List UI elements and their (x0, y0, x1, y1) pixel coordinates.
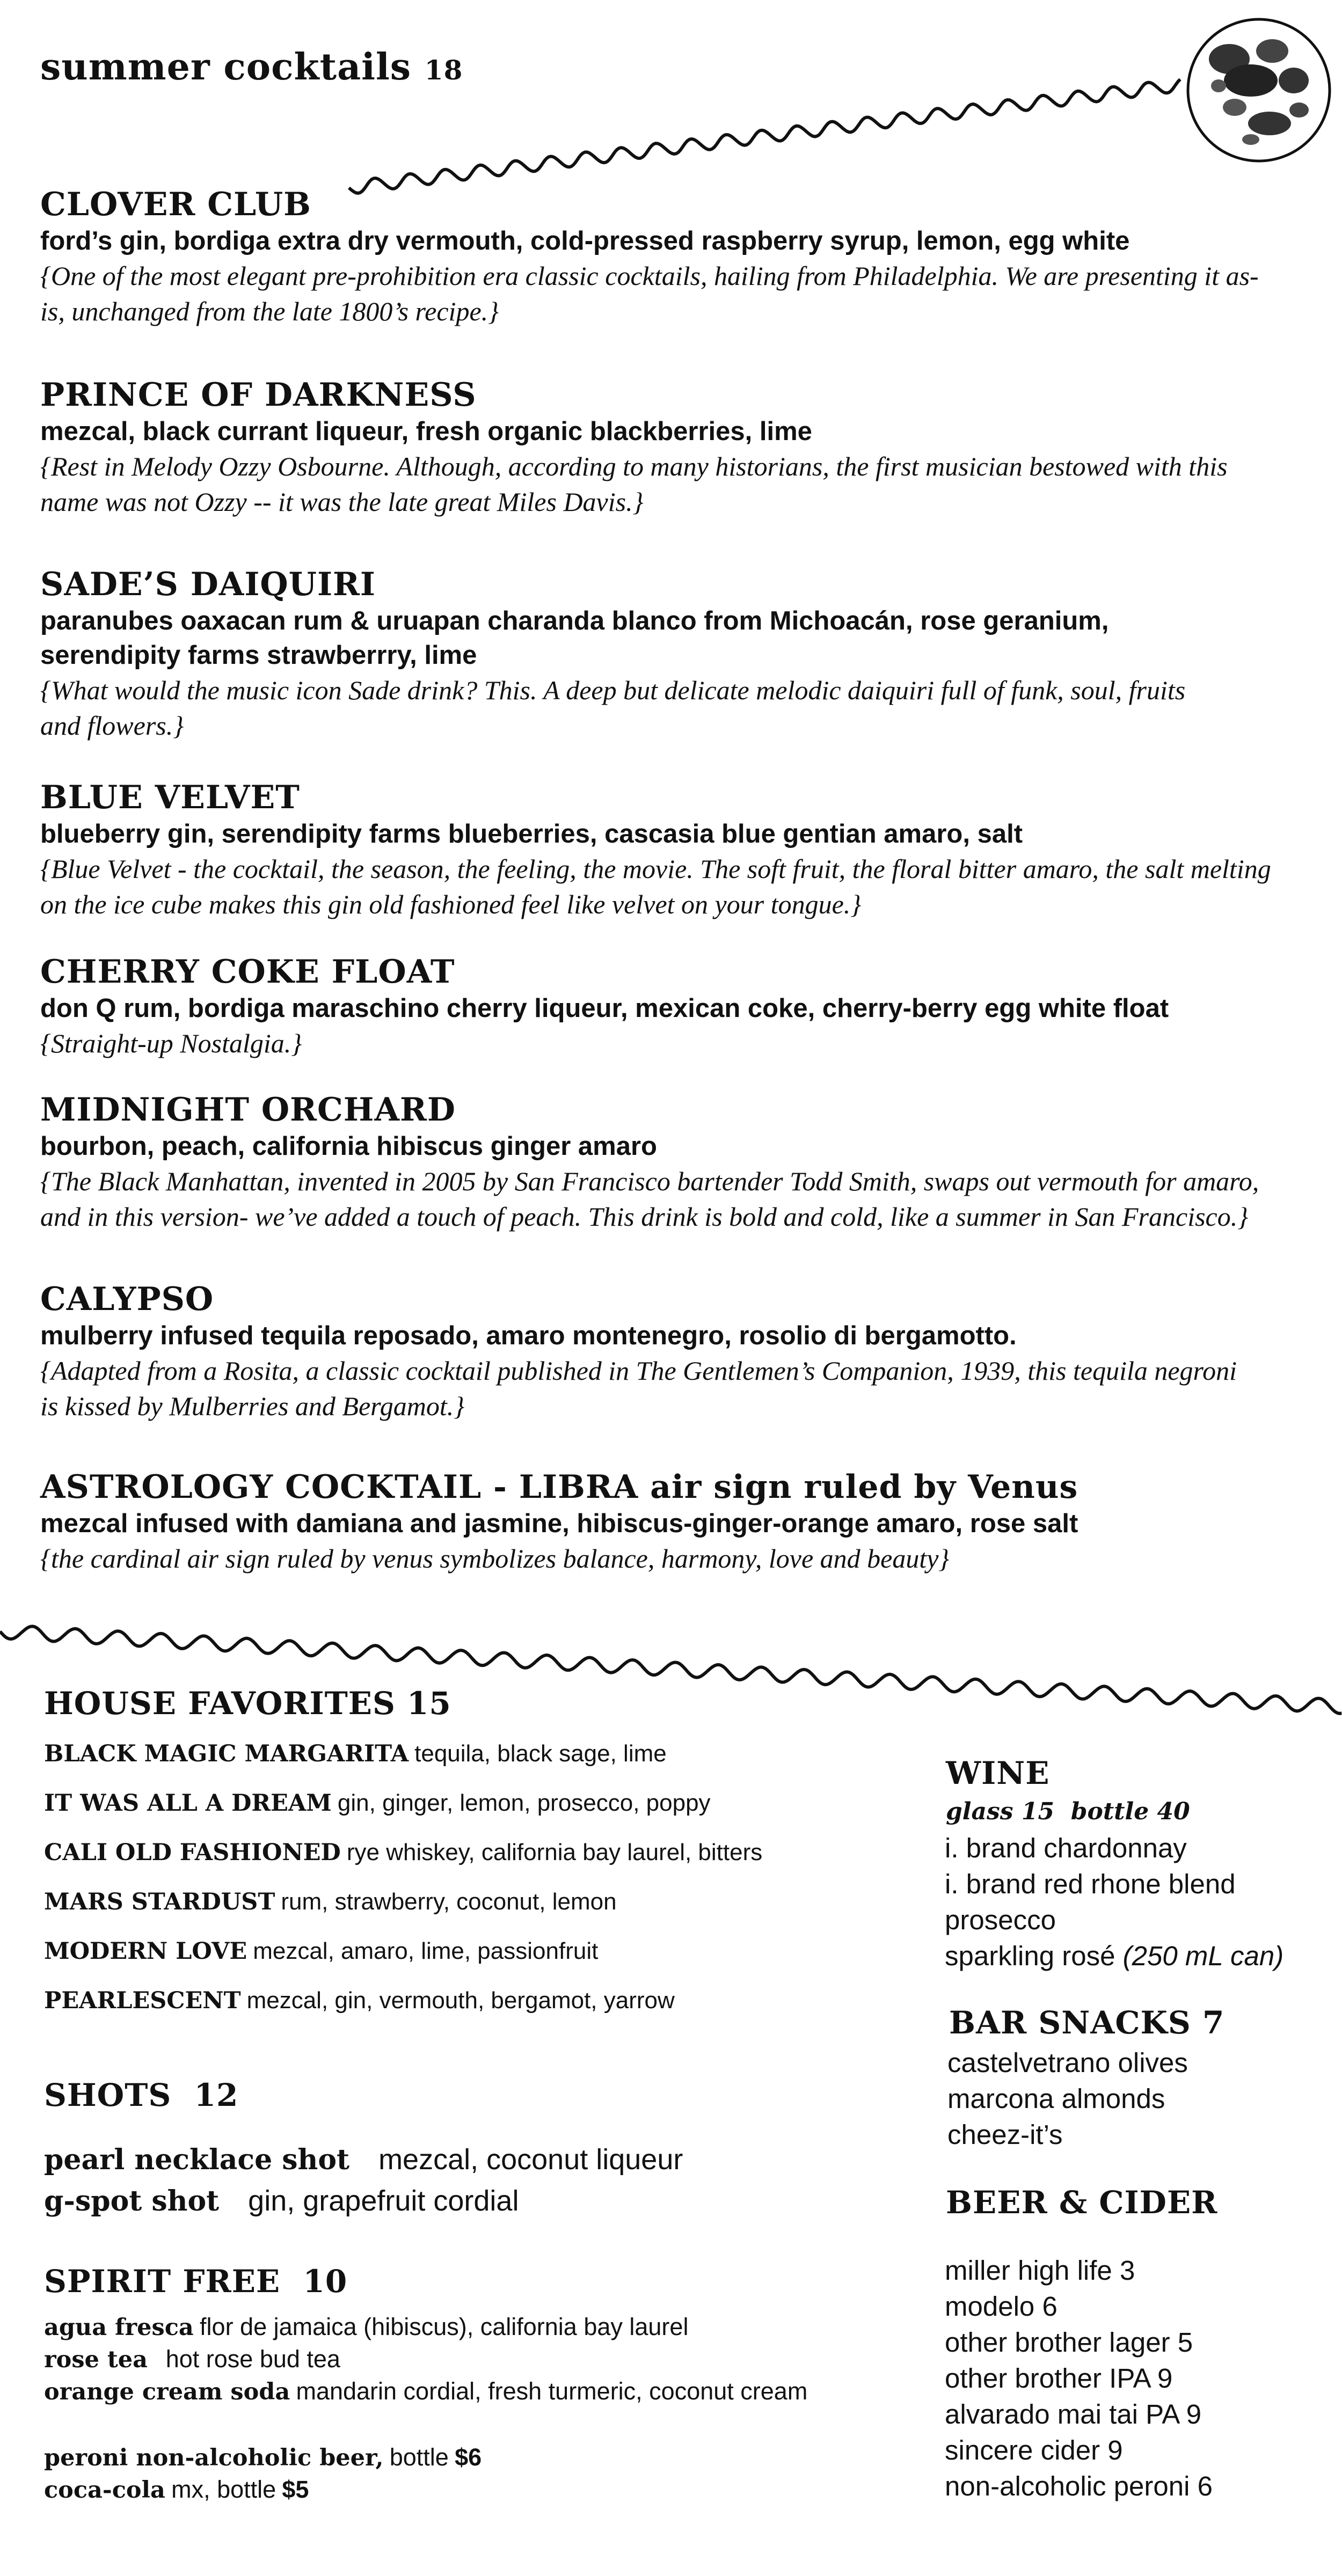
cocktail-name: MIDNIGHT ORCHARD (40, 1091, 456, 1129)
wine-title: WINE (946, 1755, 1050, 1791)
cocktail-description: {What would the music icon Sade drink? This. A deep but delicate melodic daiquiri full of funk, soul, fruits and flowers.} (40, 675, 1186, 741)
item-desc: hot rose bud tea (165, 2345, 340, 2373)
item-note: (250 mL can) (1122, 1941, 1284, 1971)
cocktail-astrology-libra (40, 1468, 1275, 1576)
cocktail-ingredients: mulberry infused tequila reposado, amaro montenegro, rosolio di bergamotto. (40, 1321, 1017, 1350)
menu-title-text: summer cocktails (40, 46, 412, 89)
cocktail-name: SADE’S DAIQUIRI (40, 566, 376, 603)
list-item: non-alcoholic peroni 6 (945, 2471, 1213, 2501)
shots-title: SHOTS 12 (44, 2077, 239, 2113)
cocktail-name: BLUE VELVET (40, 779, 300, 816)
cocktail-name: CLOVER CLUB (40, 186, 311, 223)
list-item: i. brand chardonnay (945, 1833, 1187, 1863)
cocktail-clover-club (40, 185, 1275, 329)
item-desc: flor de jamaica (hibiscus), california bay laurel (200, 2313, 689, 2340)
item-name: orange cream soda (44, 2379, 290, 2405)
spirit-free-title: SPIRIT FREE 10 (44, 2263, 348, 2300)
menu-title (40, 46, 463, 89)
item-desc: mandarin cordial, fresh turmeric, coconut cream (296, 2377, 808, 2405)
list-item (44, 1789, 711, 1817)
item-name: sparkling rosé (945, 1941, 1115, 1971)
beer-cider-title: BEER & CIDER (946, 2184, 1218, 2221)
moon-icon (1188, 19, 1330, 161)
bar-snacks-list (947, 2045, 1188, 2153)
list-item (44, 2476, 309, 2504)
cocktail-description: {Straight-up Nostalgia.} (40, 1028, 302, 1058)
list-item: castelvetrano olives (947, 2047, 1188, 2078)
wine-list (945, 1830, 1283, 1974)
item-desc: mezcal, amaro, lime, passionfruit (253, 1938, 599, 1964)
cocktail-description: {Rest in Melody Ozzy Osbourne. Although, according to many historians, the first musician bestowed with this name was not Ozzy -- it was the late great Miles Davis.} (40, 451, 1228, 517)
list-item (44, 1888, 617, 1915)
cocktail-sades-daiquiri (40, 565, 1194, 743)
list-item (44, 1987, 675, 2014)
item-name: rose tea (44, 2346, 148, 2373)
cocktail-ingredients: paranubes oaxacan rum & uruapan charanda blanco from Michoacán, rose geranium, serendipity farms strawberrry, lime (40, 606, 1109, 670)
item-desc: mezcal, gin, vermouth, bergamot, yarrow (246, 1987, 675, 2014)
cocktail-ingredients: mezcal, black currant liqueur, fresh organic blackberries, lime (40, 417, 812, 446)
item-price: $6 (455, 2443, 482, 2471)
item-desc: rye whiskey, california bay laurel, bitters (346, 1839, 763, 1865)
cocktail-ingredients: mezcal infused with damiana and jasmine, hibiscus-ginger-orange amaro, rose salt (40, 1509, 1078, 1538)
list-item (44, 2345, 340, 2373)
list-item: cheez-it’s (947, 2119, 1063, 2150)
cocktail-description: {Adapted from a Rosita, a classic cocktail published in The Gentlemen’s Companion, 1939, this tequila negroni is kissed by Mulberries and Bergamot.} (40, 1356, 1237, 1421)
cocktail-blue-velvet (40, 778, 1275, 922)
list-item: i. brand red rhone blend (945, 1869, 1236, 1899)
list-item: sincere cider 9 (945, 2435, 1123, 2465)
item-desc: bottle (389, 2443, 449, 2471)
cocktail-cherry-coke-float (40, 953, 1275, 1061)
item-name: CALI OLD FASHIONED (44, 1839, 341, 1866)
cocktail-prince-of-darkness (40, 376, 1275, 519)
list-item (44, 2377, 807, 2405)
list-item (44, 2184, 519, 2218)
item-name: g-spot shot (44, 2185, 220, 2218)
list-item: alvarado mai tai PA 9 (945, 2399, 1202, 2429)
item-desc: tequila, black sage, lime (414, 1740, 667, 1767)
cocktail-ingredients: don Q rum, bordiga maraschino cherry liqueur, mexican coke, cherry-berry egg white float (40, 994, 1169, 1023)
house-favorites-title: HOUSE FAVORITES 15 (44, 1685, 451, 1722)
cocktail-calypso (40, 1280, 1259, 1424)
cocktail-description: {The Black Manhattan, invented in 2005 by San Francisco bartender Todd Smith, swaps out vermouth for amaro, and in this version- we’ve added a touch of peach. This drink is bold and cold, like a summer in San Francisco.} (40, 1166, 1259, 1232)
list-item (44, 2443, 482, 2471)
item-name: MARS STARDUST (44, 1889, 275, 1915)
cocktail-name: CHERRY COKE FLOAT (40, 953, 455, 991)
cocktail-ingredients: blueberry gin, serendipity farms blueberries, cascasia blue gentian amaro, salt (40, 819, 1023, 848)
item-name: peroni non-alcoholic beer, (44, 2445, 384, 2471)
cocktail-midnight-orchard (40, 1091, 1275, 1234)
list-item: other brother lager 5 (945, 2327, 1193, 2358)
cocktail-ingredients: ford’s gin, bordiga extra dry vermouth, cold-pressed raspberry syrup, lemon, egg white (40, 226, 1130, 255)
item-name: PEARLESCENT (44, 1987, 241, 2014)
list-item: other brother IPA 9 (945, 2363, 1173, 2394)
list-item (44, 2143, 683, 2176)
cocktail-description: {the cardinal air sign ruled by venus symbolizes balance, harmony, love and beauty} (40, 1543, 950, 1574)
cocktail-description: {One of the most elegant pre-prohibition era classic cocktails, hailing from Philadelphia. We are presenting it as-is, unchanged from the late 1800’s recipe.} (40, 261, 1259, 326)
list-item: modelo 6 (945, 2291, 1057, 2322)
item-name: MODERN LOVE (44, 1938, 247, 1965)
list-item (44, 1740, 667, 1767)
list-item: prosecco (945, 1905, 1056, 1935)
cocktail-name: ASTROLOGY COCKTAIL - LIBRA air sign ruled by Venus (40, 1468, 1078, 1506)
bar-snacks-title: BAR SNACKS 7 (949, 2004, 1225, 2041)
cocktail-name: CALYPSO (40, 1280, 214, 1318)
item-desc: rum, strawberry, coconut, lemon (281, 1889, 617, 1915)
item-desc: gin, grapefruit cordial (248, 2185, 519, 2217)
item-desc: mx, bottle (171, 2476, 276, 2503)
list-item (44, 1839, 762, 1866)
list-item (44, 2313, 688, 2341)
cocktail-description: {Blue Velvet - the cocktail, the season, the feeling, the movie. The soft fruit, the floral bitter amaro, the salt melting on the ice cube makes this gin old fashioned feel like velvet on your tongue.} (40, 854, 1271, 919)
list-item (945, 1938, 1283, 1974)
item-name: BLACK MAGIC MARGARITA (44, 1740, 409, 1767)
list-item: miller high life 3 (945, 2255, 1135, 2286)
item-price: $5 (282, 2476, 309, 2503)
list-item (44, 1937, 598, 1965)
cocktail-name: PRINCE OF DARKNESS (40, 376, 477, 414)
top-wave-divider (349, 79, 1180, 193)
wine-pricing: glass 15 bottle 40 (946, 1798, 1190, 1825)
item-name: agua fresca (44, 2314, 194, 2341)
cocktail-ingredients: bourbon, peach, california hibiscus ginger amaro (40, 1132, 657, 1161)
item-desc: gin, ginger, lemon, prosecco, poppy (337, 1790, 711, 1816)
item-name: pearl necklace shot (44, 2143, 350, 2176)
menu-title-price: 18 (424, 54, 463, 86)
beer-cider-list (945, 2252, 1213, 2504)
item-desc: mezcal, coconut liqueur (378, 2143, 683, 2176)
item-name: coca-cola (44, 2477, 165, 2504)
list-item: marcona almonds (947, 2083, 1165, 2114)
item-name: IT WAS ALL A DREAM (44, 1790, 332, 1817)
